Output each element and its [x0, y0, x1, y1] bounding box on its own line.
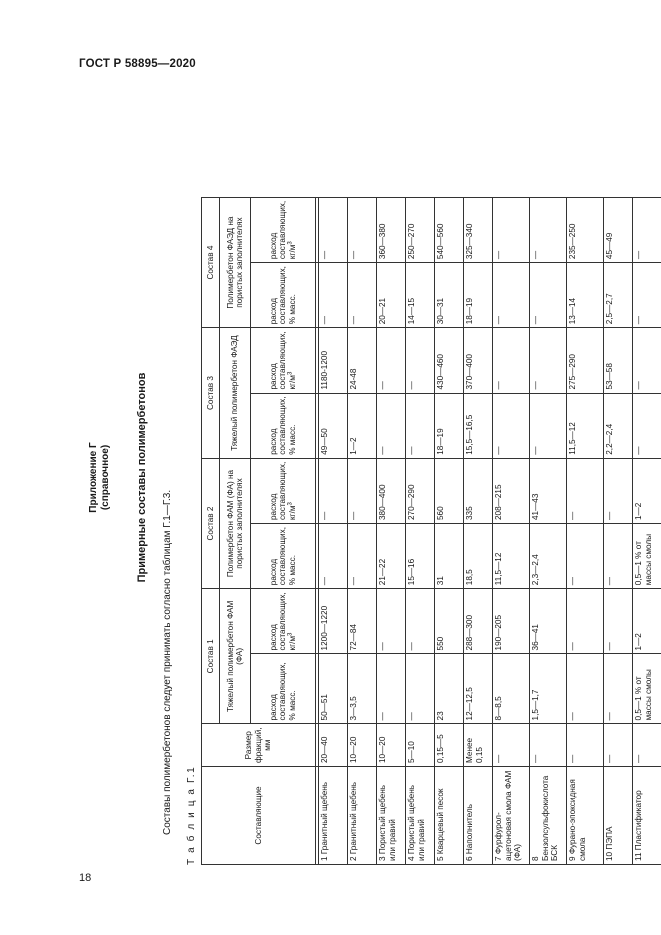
group-header: Состав 4 — [202, 197, 220, 327]
value-cell: 20—21 — [377, 263, 406, 328]
group-subheader: Тяжелый полимербетон ФАЭД — [220, 328, 251, 458]
value-cell: — — [567, 654, 604, 724]
col-header-volume: расход составляющих, $кг/м^3$ — [251, 589, 316, 654]
value-cell: 1,5—1,7 — [530, 654, 567, 724]
value-cell: — — [567, 458, 604, 523]
fraction-cell: — — [567, 724, 604, 767]
value-cell: 31 — [435, 524, 464, 589]
composition-table — [201, 197, 661, 865]
component-cell: 8 Бензолсульфокислота БСК — [530, 767, 567, 865]
value-cell: 14—15 — [406, 263, 435, 328]
value-cell: — — [493, 328, 530, 393]
value-cell: — — [377, 393, 406, 458]
rotated-page-content — [86, 90, 653, 865]
component-cell: 2 Гранитный щебень — [348, 767, 377, 865]
value-cell: 11,5—12 — [493, 524, 530, 589]
section-title: Примерные составы полимербетонов — [136, 372, 148, 583]
value-cell: 53—58 — [604, 328, 633, 393]
value-cell: 36—41 — [530, 589, 567, 654]
value-cell: 18,5 — [464, 524, 493, 589]
value-cell: — — [567, 589, 604, 654]
value-cell: 270—290 — [406, 458, 435, 523]
value-cell: — — [319, 458, 348, 523]
value-cell: 45—49 — [604, 197, 633, 262]
group-subheader: Тяжелый полимербетон ФАМ (ФА) — [220, 589, 251, 724]
value-cell: 190—205 — [493, 589, 530, 654]
value-cell: 335 — [464, 458, 493, 523]
value-cell: 360—380 — [377, 197, 406, 262]
fraction-cell: 20—40 — [319, 724, 348, 767]
col-header-volume: расход составляющих, $кг/м^3$ — [251, 458, 316, 523]
group-subheader: Полимербетон ФАМ (ФА) на пористых заполнителях — [220, 458, 251, 588]
value-cell: 12—12,5 — [464, 654, 493, 724]
value-cell: — — [633, 263, 661, 328]
group-header: Состав 1 — [202, 589, 220, 724]
value-cell: 24-48 — [348, 328, 377, 393]
col-header-fraction: Размер фракций, мм — [202, 724, 316, 767]
component-cell: 10 ПЭПА — [604, 767, 633, 865]
value-cell: 72—84 — [348, 589, 377, 654]
col-header-mass: расход составляющих, % масс. — [251, 263, 316, 328]
value-cell: — — [348, 263, 377, 328]
fraction-cell: 0,15—5 — [435, 724, 464, 767]
component-cell: 9 Фурано-эпоксидная смола — [567, 767, 604, 865]
value-cell: — — [319, 524, 348, 589]
value-cell: — — [633, 328, 661, 393]
fraction-cell: — — [493, 724, 530, 767]
standard-header: ГОСТ Р 58895—2020 — [79, 58, 196, 70]
value-cell: 325—340 — [464, 197, 493, 262]
component-cell: 11 Пластификатор — [633, 767, 661, 865]
component-cell: 3 Пористый щебень или гравий — [377, 767, 406, 865]
value-cell: — — [604, 524, 633, 589]
value-cell: — — [493, 263, 530, 328]
value-cell: 235—250 — [567, 197, 604, 262]
fraction-cell: — — [604, 724, 633, 767]
value-cell: 430—460 — [435, 328, 464, 393]
table-row — [435, 197, 464, 864]
table-row — [348, 197, 377, 864]
value-cell: 50—51 — [319, 654, 348, 724]
value-cell: — — [604, 589, 633, 654]
value-cell: — — [604, 654, 633, 724]
value-cell: 3—3,5 — [348, 654, 377, 724]
value-cell: 49—50 — [319, 393, 348, 458]
col-header-component: Составляющие — [202, 767, 316, 865]
value-cell: 380—400 — [377, 458, 406, 523]
value-cell: — — [493, 197, 530, 262]
value-cell: 1200—1220 — [319, 589, 348, 654]
col-header-volume: расход составляющих, $кг/м^3$ — [251, 328, 316, 393]
table-row — [604, 197, 633, 864]
value-cell: 15—16 — [406, 524, 435, 589]
value-cell: 8—8,5 — [493, 654, 530, 724]
value-cell: — — [530, 197, 567, 262]
value-cell: — — [377, 328, 406, 393]
value-cell: — — [348, 197, 377, 262]
value-cell: 275—290 — [567, 328, 604, 393]
value-cell: 21—22 — [377, 524, 406, 589]
value-cell: 1—2 — [633, 458, 661, 523]
value-cell: 13—14 — [567, 263, 604, 328]
table-row — [406, 197, 435, 864]
value-cell: 41—43 — [530, 458, 567, 523]
value-cell: — — [604, 458, 633, 523]
component-cell: 6 Наполнитель — [464, 767, 493, 865]
appendix-type: (справочное) — [100, 444, 111, 511]
value-cell: — — [319, 197, 348, 262]
value-cell: 540—560 — [435, 197, 464, 262]
value-cell: — — [530, 263, 567, 328]
intro-text: Составы полимербетонов следует принимать согласно таблицам Г.1—Г.3. — [162, 489, 173, 835]
value-cell: — — [406, 654, 435, 724]
fraction-cell: Менее 0,15 — [464, 724, 493, 767]
table-body — [316, 197, 661, 864]
group-header: Состав 2 — [202, 458, 220, 588]
value-cell: 18—19 — [435, 393, 464, 458]
value-cell: — — [530, 393, 567, 458]
value-cell: — — [348, 524, 377, 589]
value-cell: — — [377, 589, 406, 654]
table-row — [493, 197, 530, 864]
table-row — [633, 197, 661, 864]
table-row — [530, 197, 567, 864]
table-row — [464, 197, 493, 864]
value-cell: 288—300 — [464, 589, 493, 654]
table-row — [567, 197, 604, 864]
page-number: 18 — [79, 872, 92, 884]
value-cell: — — [319, 263, 348, 328]
value-cell: 2,2—2,4 — [604, 393, 633, 458]
fraction-cell: 10—20 — [377, 724, 406, 767]
value-cell: 560 — [435, 458, 464, 523]
fraction-cell: — — [633, 724, 661, 767]
col-header-volume: расход составляющих, $кг/м^3$ — [251, 197, 316, 262]
table-row — [377, 197, 406, 864]
value-cell: 11,5—12 — [567, 393, 604, 458]
value-cell: — — [530, 328, 567, 393]
value-cell: 0,5—1 % от массы смолы — [633, 654, 661, 724]
component-cell: 5 Кварцевый песок — [435, 767, 464, 865]
value-cell: 0,5—1 % от массы смолы — [633, 524, 661, 589]
value-cell: 2,3—2,4 — [530, 524, 567, 589]
composition-table-wrapper — [201, 197, 661, 865]
fraction-cell: 10—20 — [348, 724, 377, 767]
value-cell: 208—215 — [493, 458, 530, 523]
value-cell: 550 — [435, 589, 464, 654]
component-cell: 7 Фурфурол-ацетоновая смола ФАМ (ФА) — [493, 767, 530, 865]
component-cell: 4 Пористый щебень или гравий — [406, 767, 435, 865]
value-cell: — — [633, 393, 661, 458]
value-cell: 18—19 — [464, 263, 493, 328]
appendix-title: Приложение Г — [88, 442, 99, 513]
table-row — [319, 197, 348, 864]
value-cell: 30—31 — [435, 263, 464, 328]
group-header: Состав 3 — [202, 328, 220, 458]
value-cell: 2,5—2,7 — [604, 263, 633, 328]
fraction-cell: 5—10 — [406, 724, 435, 767]
value-cell: — — [493, 393, 530, 458]
value-cell: — — [567, 524, 604, 589]
table-caption: Т а б л и ц а Г.1 — [186, 765, 197, 865]
value-cell: 370—400 — [464, 328, 493, 393]
component-cell: 1 Гранитный щебень — [319, 767, 348, 865]
col-header-mass: расход составляющих, % масс. — [251, 393, 316, 458]
value-cell: — — [633, 197, 661, 262]
value-cell: 23 — [435, 654, 464, 724]
value-cell: 1180-1200 — [319, 328, 348, 393]
value-cell: — — [406, 393, 435, 458]
value-cell: — — [348, 458, 377, 523]
value-cell: 15,5—16,5 — [464, 393, 493, 458]
value-cell: 1—2 — [633, 589, 661, 654]
col-header-mass: расход составляющих, % масс. — [251, 654, 316, 724]
value-cell: — — [406, 589, 435, 654]
value-cell: — — [406, 328, 435, 393]
fraction-cell: — — [530, 724, 567, 767]
col-header-mass: расход составляющих, % масс. — [251, 524, 316, 589]
value-cell: 1—2 — [348, 393, 377, 458]
value-cell: — — [377, 654, 406, 724]
value-cell: 250—270 — [406, 197, 435, 262]
group-subheader: Полимербетон ФАЭД на пористых заполнителях — [220, 197, 251, 327]
